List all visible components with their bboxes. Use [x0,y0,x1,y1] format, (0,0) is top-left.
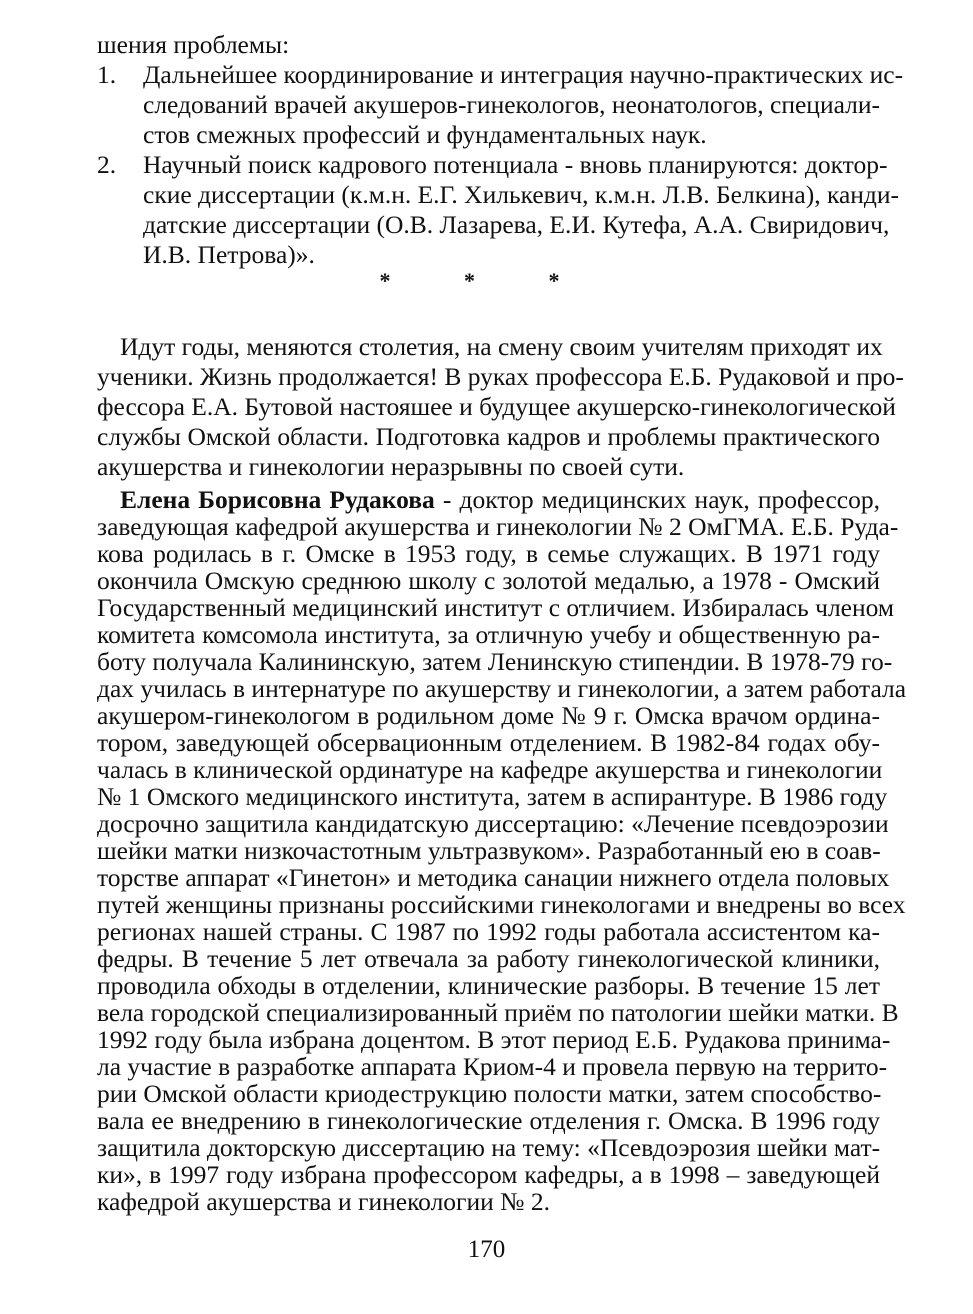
paragraph-line: Идут годы, меняются столетия, на смену своим учителям приходят их [120,332,883,361]
paragraph-line: вела городской специализированный приём по патологии шейки матки. В [97,998,899,1027]
paragraph-line: кова родилась в г. Омске в 1953 году, в семье служащих. В 1971 году [97,539,880,568]
paragraph-line: акушером-гинекологом в родильном доме № 9 г. Омска врачом ордина- [97,701,880,730]
list-item-line: ские диссертации (к.м.н. Е.Г. Хилькевич, к.м.н. Л.В. Белкина), канди- [143,180,900,209]
paragraph-line: ла участие в разработке аппарата Криом-4 и провела первую на террито- [97,1052,888,1081]
section-separator: * * * [379,268,594,293]
list-item-line: датские диссертации (О.В. Лазарева, Е.И. Кутефа, А.А. Свиридович, [143,210,890,239]
paragraph-line: службы Омской области. Подготовка кадров и проблемы практического [97,422,880,451]
paragraph-line: торстве аппарат «Гинетон» и методика санации нижнего отдела половых [97,863,890,892]
paragraph-line: ученики. Жизнь продолжается! В руках профессора Е.Б. Рудаковой и про- [97,362,904,391]
intro-line: шения проблемы: [97,30,290,59]
paragraph-line: путей женщины признаны российскими гинекологами и внедрены во всех [97,890,906,919]
paragraph-line: досрочно защитила кандидатскую диссертацию: «Лечение псевдоэрозии [97,809,889,838]
paragraph-line: дах училась в интернатуре по акушерству и гинекологии, а затем работала [97,674,907,703]
paragraph-line: акушерства и гинекологии неразрывны по своей сути. [97,452,685,481]
paragraph-first-line [120,485,880,515]
list-item-number: 2. [97,150,117,179]
paragraph-line: фессора Е.А. Бутовой настояшее и будущее акушерско-гинекологической [97,392,896,421]
list-item-line: Дальнейшее координирование и интеграция научно-практических ис- [143,60,904,89]
list-item-number: 1. [97,60,117,89]
paragraph-line: регионах нашей страны. С 1987 по 1992 годы работала ассистентом ка- [97,917,880,946]
paragraph-line: чалась в клинической ординатуре на кафедре акушерства и гинекологии [97,755,883,784]
list-item-line: стов смежных профессий и фундаментальных наук. [143,120,707,149]
paragraph-line: рии Омской области криодеструкцию полости матки, затем способство- [97,1079,882,1108]
paragraph-line: тором, заведующей обсервационным отделением. В 1982-84 годах обу- [97,728,880,757]
paragraph-line: окончила Омскую среднюю школу с золотой медалью, а 1978 - Омский [97,566,880,595]
person-name: Елена Борисовна Рудакова [120,485,435,514]
paragraph-line: Государственный медицинский институт с отличием. Избиралась членом [97,593,895,622]
paragraph-line: комитета комсомола института, за отличную учебу и общественную ра- [97,620,880,649]
paragraph-line: вала ее внедрению в гинекологические отделения г. Омска. В 1996 году [97,1106,880,1135]
paragraph-line: 1992 году была избрана доцентом. В этот период Е.Б. Рудакова принима- [97,1025,891,1054]
paragraph-line: ки», в 1997 году избрана профессором кафедры, а в 1998 – заведующей [97,1160,880,1189]
paragraph-line: шейки матки низкочастотным ультразвуком». Разработанный ею в соав- [97,836,881,865]
paragraph-line: защитила докторскую диссертацию на тему: «Псевдоэрозия шейки мат- [97,1133,881,1162]
list-item-line: И.В. Петрова)». [143,240,315,269]
paragraph-line: федры. В течение 5 лет отвечала за работу гинекологической клиники, [97,944,880,973]
list-item-line: Научный поиск кадрового потенциала - вновь планируются: доктор- [143,150,888,179]
page-number: 170 [467,1236,506,1263]
paragraph-line: проводила обходы в отделении, клинические разборы. В течение 15 лет [97,971,880,1000]
first-line-rest: - доктор медицинских наук, профессор, [434,485,880,514]
paragraph-line: № 1 Омского медицинского института, затем в аспирантуре. В 1986 году [97,782,888,811]
paragraph-line: заведующая кафедрой акушерства и гинекологии № 2 ОмГМА. Е.Б. Руда- [97,512,899,541]
paragraph-line: кафедрой акушерства и гинекологии № 2. [97,1187,551,1216]
list-item-line: следований врачей акушеров-гинекологов, неонатологов, специали- [143,90,880,119]
paragraph-line: боту получала Калининскую, затем Ленинскую стипендии. В 1978-79 го- [97,647,893,676]
